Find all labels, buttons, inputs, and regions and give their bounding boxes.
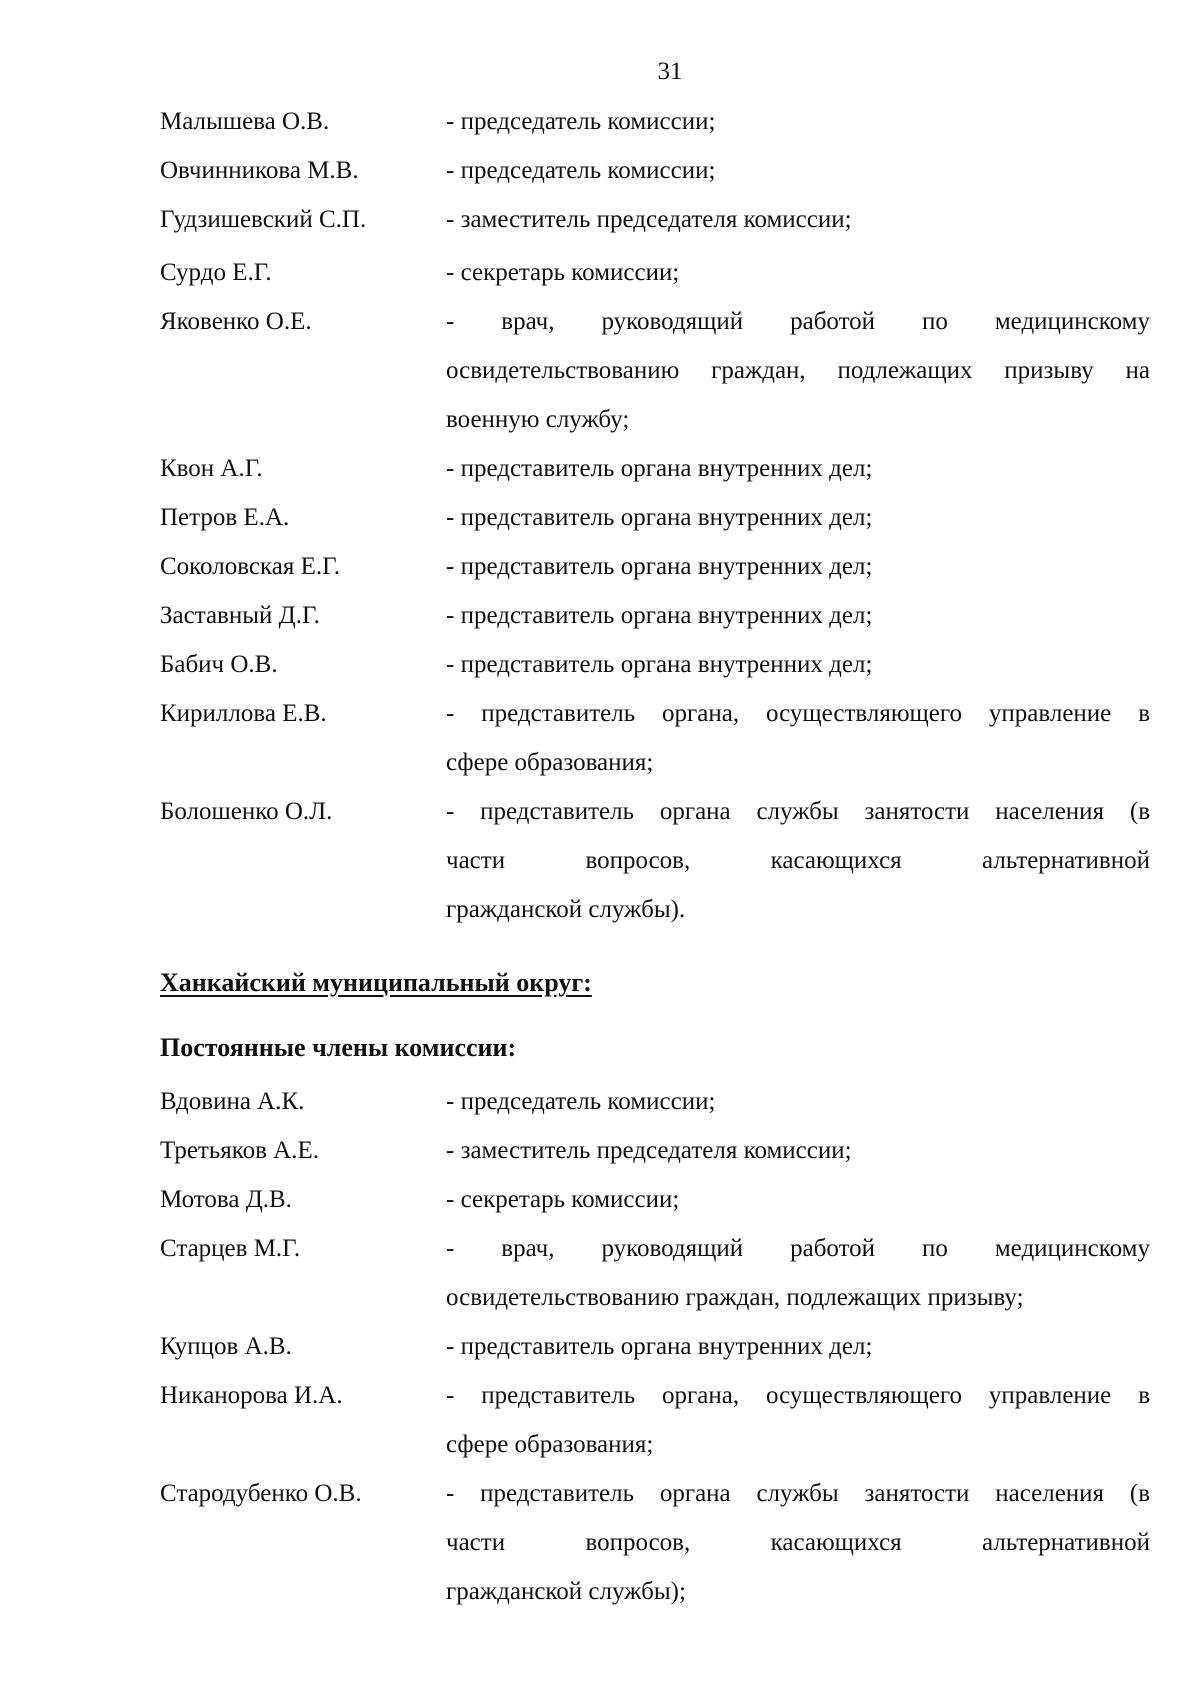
member-name: Старцев М.Г. <box>160 1235 301 1262</box>
member-name: Болошенко О.Л. <box>160 798 333 825</box>
member-row <box>160 542 1150 591</box>
member-role <box>446 1322 1150 1371</box>
member-role <box>446 1077 1150 1126</box>
member-name: Заставный Д.Г. <box>160 602 320 629</box>
member-row <box>160 640 1150 689</box>
permanent-members-list <box>160 1077 1150 1616</box>
role-line: - представитель органа внутренних дел; <box>446 553 873 580</box>
role-line: военную службу; <box>446 406 630 433</box>
member-role <box>446 1224 1150 1322</box>
role-line: - представитель органа внутренних дел; <box>446 1333 873 1360</box>
role-line: - председатель комиссии; <box>446 1088 716 1115</box>
commission-members-list <box>160 97 1150 934</box>
member-name: Стародубенко О.В. <box>160 1480 362 1507</box>
role-line: гражданской службы). <box>446 896 686 923</box>
member-row <box>160 787 1150 934</box>
member-name: Вдовина А.К. <box>160 1088 305 1115</box>
member-row <box>160 493 1150 542</box>
role-line: сфере образования; <box>446 1431 654 1458</box>
member-row <box>160 1371 1150 1469</box>
member-row <box>160 689 1150 787</box>
role-line: части вопросов, касающихся альтернативной <box>446 1529 1150 1556</box>
member-row <box>160 1469 1150 1616</box>
member-row <box>160 146 1150 195</box>
member-role <box>446 542 1150 591</box>
role-line: - заместитель председателя комиссии; <box>446 206 852 233</box>
role-line: - представитель органа службы занятости населения (в <box>446 1480 1150 1507</box>
member-role <box>446 1469 1150 1616</box>
member-row <box>160 195 1150 244</box>
member-row <box>160 1322 1150 1371</box>
member-name: Купцов А.В. <box>160 1333 292 1360</box>
member-name: Бабич О.В. <box>160 651 278 678</box>
role-line: - председатель комиссии; <box>446 157 716 184</box>
subsection-title: Постоянные члены комиссии: <box>160 1033 517 1062</box>
member-role <box>446 640 1150 689</box>
member-name: Никанорова И.А. <box>160 1382 343 1409</box>
member-role <box>446 689 1150 787</box>
member-name: Сурдо Е.Г. <box>160 259 272 286</box>
member-row <box>160 248 1150 297</box>
role-line: - представитель органа внутренних дел; <box>446 602 873 629</box>
role-line: гражданской службы); <box>446 1578 686 1605</box>
role-line: - представитель органа службы занятости населения (в <box>446 798 1150 825</box>
role-line: - представитель органа внутренних дел; <box>446 504 873 531</box>
role-line: сфере образования; <box>446 749 654 776</box>
member-role <box>446 1126 1150 1175</box>
member-role <box>446 591 1150 640</box>
role-line: - представитель органа, осуществляющего управление в <box>446 700 1150 727</box>
member-role <box>446 146 1150 195</box>
member-name: Гудзишевский С.П. <box>160 206 367 233</box>
member-row <box>160 1077 1150 1126</box>
member-row <box>160 1224 1150 1322</box>
member-name: Петров Е.А. <box>160 504 290 531</box>
member-role <box>446 787 1150 934</box>
member-row <box>160 591 1150 640</box>
member-role <box>446 1175 1150 1224</box>
member-name: Малышева О.В. <box>160 108 330 135</box>
member-role <box>446 493 1150 542</box>
role-line: - врач, руководящий работой по медицинскому <box>446 1235 1150 1262</box>
role-line: - представитель органа, осуществляющего управление в <box>446 1382 1150 1409</box>
member-name: Яковенко О.Е. <box>160 308 312 335</box>
member-role <box>446 297 1150 444</box>
member-row <box>160 297 1150 444</box>
role-line: освидетельствованию граждан, подлежащих призыву; <box>446 1284 1024 1311</box>
section-title: Ханкайский муниципальный округ: <box>160 968 592 997</box>
member-role <box>446 444 1150 493</box>
role-line: - председатель комиссии; <box>446 108 716 135</box>
member-role <box>446 1371 1150 1469</box>
member-name: Овчинникова М.В. <box>160 157 359 184</box>
page-number: 31 <box>657 58 683 85</box>
member-row <box>160 444 1150 493</box>
member-row <box>160 1175 1150 1224</box>
member-row <box>160 97 1150 146</box>
member-row <box>160 1126 1150 1175</box>
role-line: - врач, руководящий работой по медицинскому <box>446 308 1150 335</box>
role-line: - представитель органа внутренних дел; <box>446 455 873 482</box>
member-name: Мотова Д.В. <box>160 1186 292 1213</box>
member-name: Квон А.Г. <box>160 455 263 482</box>
role-line: - секретарь комиссии; <box>446 1186 680 1213</box>
role-line: - представитель органа внутренних дел; <box>446 651 873 678</box>
role-line: освидетельствованию граждан, подлежащих призыву на <box>446 357 1150 384</box>
member-name: Кириллова Е.В. <box>160 700 327 727</box>
member-role <box>446 195 1150 244</box>
role-line: - секретарь комиссии; <box>446 259 680 286</box>
member-role <box>446 248 1150 297</box>
member-name: Третьяков А.Е. <box>160 1137 319 1164</box>
member-role <box>446 97 1150 146</box>
role-line: - заместитель председателя комиссии; <box>446 1137 852 1164</box>
member-name: Соколовская Е.Г. <box>160 553 340 580</box>
role-line: части вопросов, касающихся альтернативной <box>446 847 1150 874</box>
